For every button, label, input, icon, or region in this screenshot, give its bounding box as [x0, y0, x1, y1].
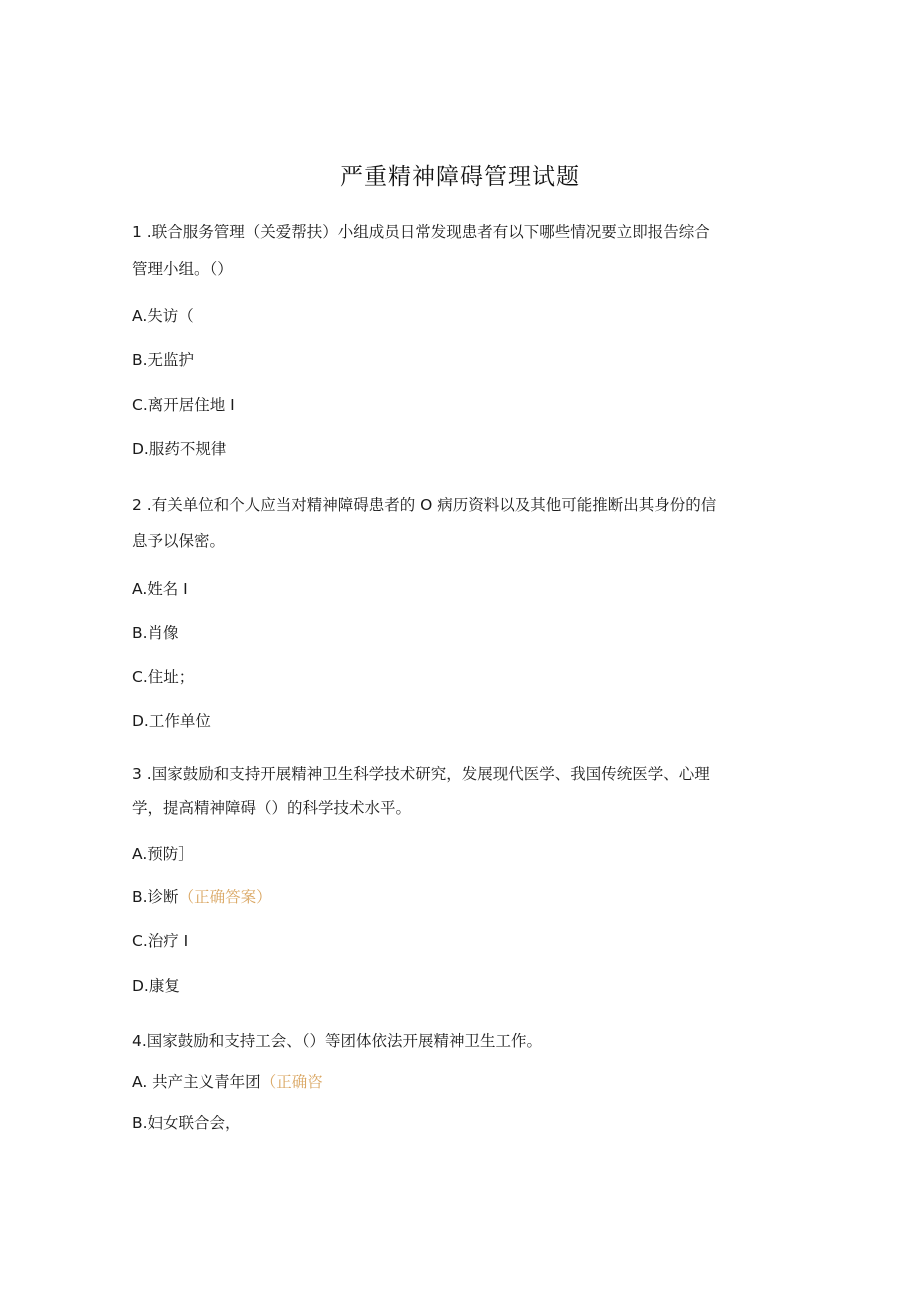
correct-answer-mark: （正确咨	[260, 1073, 323, 1091]
question-3-option-d: D.康复	[132, 977, 180, 995]
option-text: B.诊断	[132, 888, 179, 906]
question-3-option-c: C.治疗 I	[132, 932, 189, 950]
question-4-option-a	[132, 1070, 323, 1092]
question-3-stem-line-1: 3 .国家鼓励和支持开展精神卫生科学技术研究，发展现代医学、我国传统医学、心理	[132, 765, 710, 783]
question-1-option-b: B.无监护	[132, 351, 195, 369]
question-4-option-b: B.妇女联合会，	[132, 1114, 241, 1132]
option-text: A. 共产主义青年团	[132, 1073, 261, 1091]
question-2-option-b: B.肖像	[132, 624, 179, 642]
question-2-option-d: D.工作单位	[132, 712, 211, 730]
question-1-stem-line-1: 1 .联合服务管理（关爱帮扶）小组成员日常发现患者有以下哪些情况要立即报告综合	[132, 223, 710, 241]
question-1-option-a: A.失访（	[132, 307, 194, 325]
question-2-stem-line-2: 息予以保密。	[132, 532, 226, 550]
question-3-option-a: A.预防］	[132, 845, 194, 863]
question-1-option-d: D.服药不规律	[132, 440, 227, 458]
question-2-option-a: A.姓名 I	[132, 580, 188, 598]
correct-answer-mark: （正确答案）	[178, 888, 272, 906]
question-2-option-c: C.住址；	[132, 668, 195, 686]
page-title: 严重精神障碍管理试题	[340, 164, 580, 190]
question-1-stem-line-2: 管理小组。（）	[132, 260, 233, 278]
question-2-stem-line-1: 2 .有关单位和个人应当对精神障碍患者的 O 病历资料以及其他可能推断出其身份的信	[132, 496, 717, 514]
question-4-stem: 4.国家鼓励和支持工会、（）等团体依法开展精神卫生工作。	[132, 1032, 543, 1050]
question-1-option-c: C.离开居住地 I	[132, 396, 235, 414]
question-3-option-b	[132, 885, 272, 907]
question-3-stem-line-2: 学，提高精神障碍（）的科学技术水平。	[132, 799, 412, 817]
